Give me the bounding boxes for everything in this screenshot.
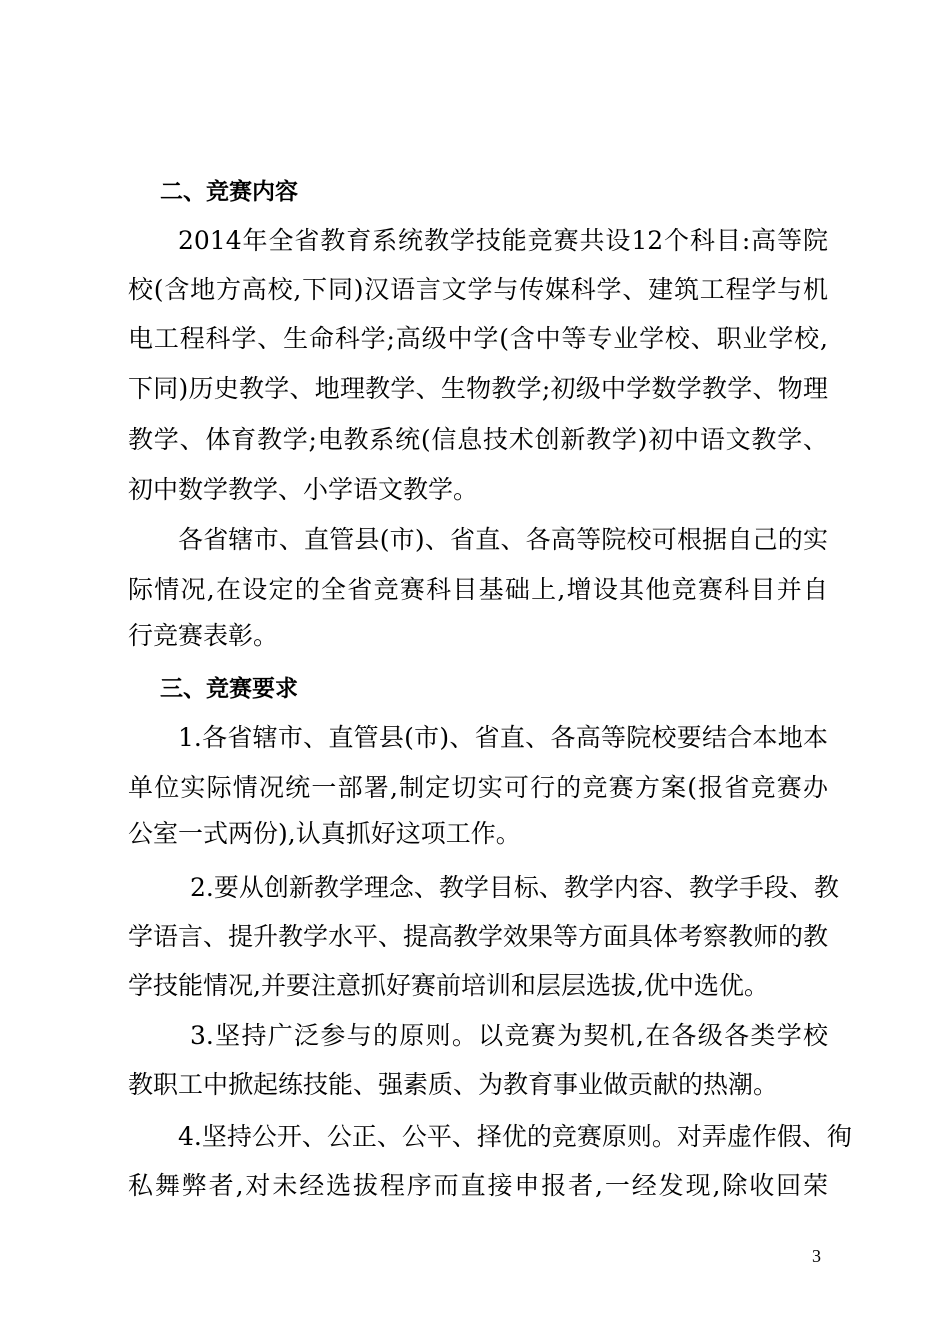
section-heading-requirements: 三、竞赛要求 [160, 676, 298, 702]
paragraph-line: 校(含地方高校,下同)汉语言文学与传媒科学、建筑工程学与机 [128, 275, 828, 304]
list-item-line: 私舞弊者,对未经选拔程序而直接申报者,一经发现,除收回荣 [128, 1171, 828, 1200]
paragraph-line: 行竞赛表彰。 [128, 621, 279, 650]
paragraph-line: 下同)历史教学、地理教学、生物教学;初级中学数学教学、物理 [128, 374, 828, 403]
list-item-line: 2.要从创新教学理念、教学目标、教学内容、教学手段、教 [190, 873, 839, 902]
list-item-line: 教职工中掀起练技能、强素质、为教育事业做贡献的热潮。 [128, 1070, 779, 1099]
list-item-line: 学语言、提升教学水平、提高教学效果等方面具体考察教师的教 [128, 922, 829, 951]
page-number: 3 [812, 1246, 821, 1266]
paragraph-line: 教学、体育教学;电教系统(信息技术创新教学)初中语文教学、 [128, 425, 828, 454]
paragraph-line: 际情况,在设定的全省竞赛科目基础上,增设其他竞赛科目并自 [128, 575, 828, 604]
list-item-line: 公室一式两份),认真抓好这项工作。 [128, 819, 521, 848]
list-item-line: 1.各省辖市、直管县(市)、省直、各高等院校要结合本地本 [178, 723, 828, 752]
paragraph-line: 电工程科学、生命科学;高级中学(含中等专业学校、职业学校, [128, 324, 828, 353]
list-item-line: 3.坚持广泛参与的原则。以竞赛为契机,在各级各类学校 [190, 1021, 828, 1050]
list-item-line: 4.坚持公开、公正、公平、择优的竞赛原则。对弄虚作假、徇 [178, 1122, 852, 1151]
paragraph-line: 2014年全省教育系统教学技能竞赛共设12个科目:高等院 [178, 226, 828, 255]
list-item-line: 学技能情况,并要注意抓好赛前培训和层层选拔,优中选优。 [128, 971, 769, 1000]
list-item-line: 单位实际情况统一部署,制定切实可行的竞赛方案(报省竞赛办 [128, 773, 828, 802]
paragraph-line: 初中数学教学、小学语文教学。 [128, 475, 479, 504]
paragraph-line: 各省辖市、直管县(市)、省直、各高等院校可根据自己的实 [178, 525, 828, 554]
section-heading-content: 二、竞赛内容 [160, 179, 298, 205]
